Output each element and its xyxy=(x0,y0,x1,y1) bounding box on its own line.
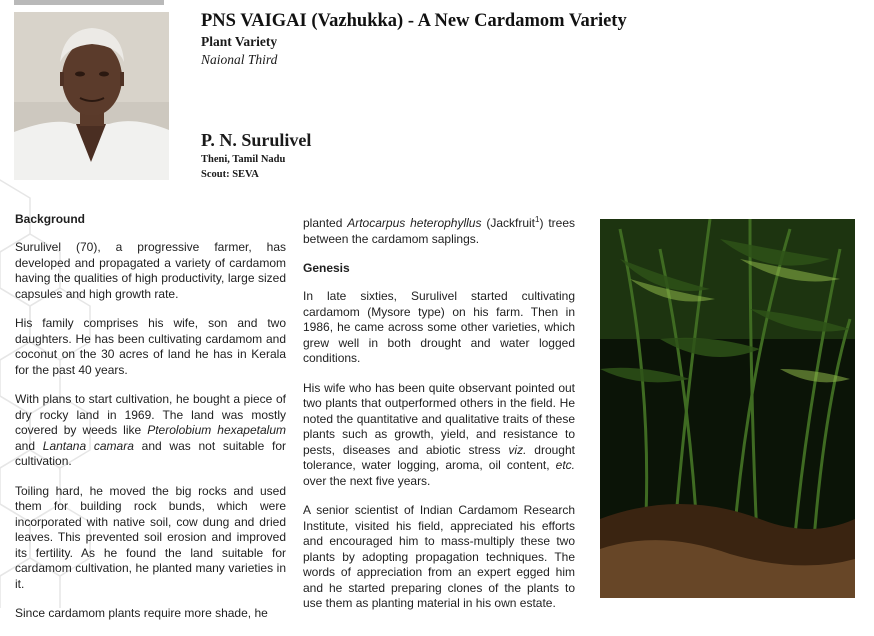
genesis-paragraph: A senior scientist of Indian Cardamom Research Institute, visited his field, appreciated his efforts and encouraged him to mass-multiply these two plants by adopting propagation techniques. The words of appreciation from an expert egged him and he started preparing clones of the plants to use them as planting material in his own estate. xyxy=(303,503,575,610)
genesis-heading: Genesis xyxy=(303,261,350,275)
background-paragraph: Toiling hard, he moved the big rocks and used them for building rock bunds, which were incorporated with native soil, cow dung and dried leaves. This prevented soil erosion and improved its fertility. As he found the land suitable for cardamom cultivation, he planted many varieties in it. xyxy=(15,483,286,591)
innovator-location: Theni, Tamil Nadu xyxy=(201,154,286,165)
footnote-marker: 1 xyxy=(535,215,540,224)
genesis-paragraph: In late sixties, Surulivel started cultivating cardamom (Mysore type) on his farm. Then in 1986, he came across some other varieties, which grew well in both drought and water logged conditions. xyxy=(303,289,575,365)
species-name: Lantana camara xyxy=(42,438,134,453)
farmer-portrait-photo xyxy=(14,12,169,180)
background-paragraph: His family comprises his wife, son and two daughters. He has been cultivating cardamom and coconut on the 30 acres of land he has in Kerala for the past 40 years. xyxy=(15,316,286,377)
scout-label: Scout: SEVA xyxy=(201,169,259,180)
innovator-name: P. N. Surulivel xyxy=(201,130,312,150)
column-middle xyxy=(303,212,575,626)
award-label: Naional Third xyxy=(201,52,278,67)
category-label: Plant Variety xyxy=(201,34,278,49)
background-paragraph: With plans to start cultivation, he bought a piece of dry rocky land in 1969. The land was mostly covered by weeds like Pterolobium hexapetalum and Lantana camara and was not suitable for cultivation. xyxy=(15,392,287,468)
background-paragraph: Since cardamom plants require more shade, he xyxy=(15,606,268,620)
species-name: Artocarpus heterophyllus xyxy=(347,216,482,230)
background-heading: Background xyxy=(15,212,86,226)
cardamom-plant-photo xyxy=(600,219,855,598)
article-title: PNS VAIGAI (Vazhukka) - A New Cardamom Variety xyxy=(201,11,627,31)
genesis-paragraph: His wife who has been quite observant pointed out two plants that outperformed others in the field. He noted the quantitative and qualitative traits of these plants such as growth, yield, and resistance to pests, diseases and abiotic stress viz. drought tolerance, water logging, aroma, oil content, etc. over the next five years. xyxy=(303,380,575,488)
continuation-paragraph: planted Artocarpus heterophyllus (Jackfruit$^1$) trees between the cardamom saplings. xyxy=(303,215,575,246)
column-left xyxy=(15,212,286,636)
species-name: Pterolobium hexapetalum xyxy=(147,423,286,437)
header-accent-bar xyxy=(14,0,164,5)
background-paragraph: Surulivel (70), a progressive farmer, has developed and propagated a variety of cardamom having the qualities of high productivity, large sized capsules and high growth rate. xyxy=(15,240,286,301)
